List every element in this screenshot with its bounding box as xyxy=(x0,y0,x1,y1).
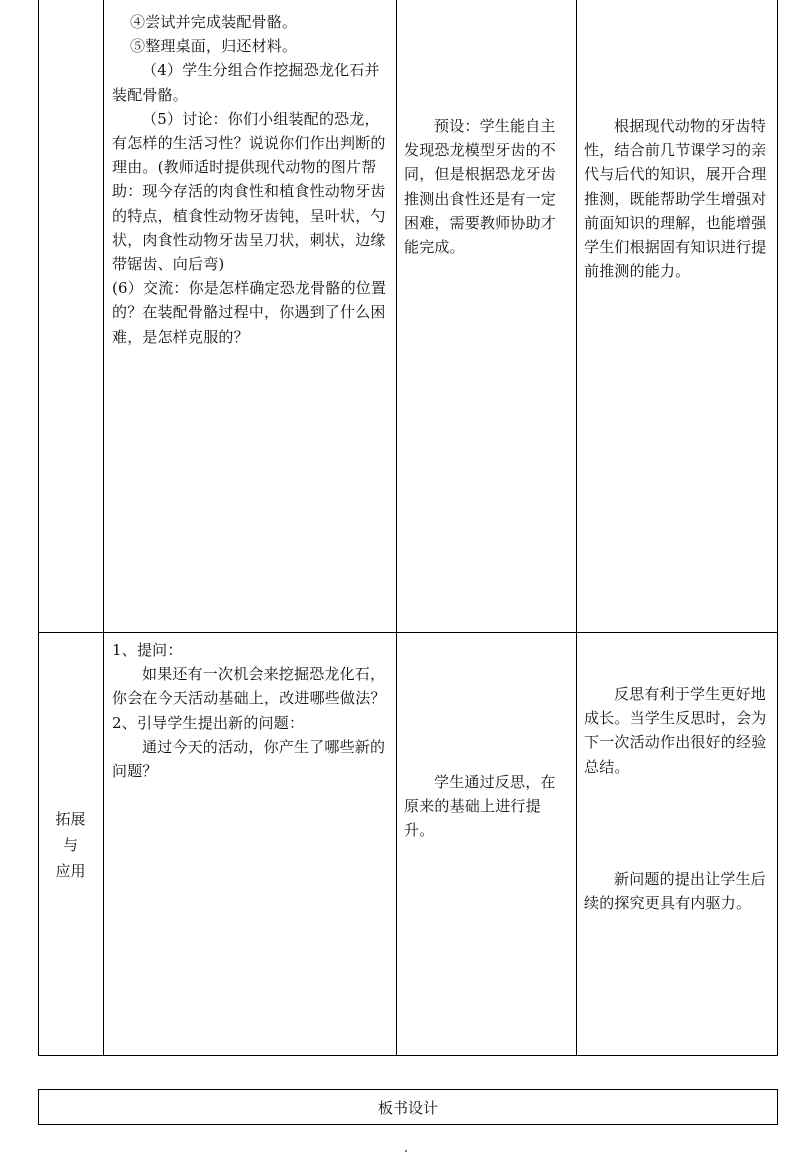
row2-guide-heading: 2、引导学生提出新的问题： xyxy=(112,713,305,732)
row1-intent-cell xyxy=(584,114,770,283)
row2-expectation-cell xyxy=(404,770,570,843)
row2-expectation-text: 学生通过反思，在原来的基础上进行提升。 xyxy=(404,773,556,840)
row2-procedure-cell xyxy=(112,638,392,783)
row2-label-line-2: 与 xyxy=(62,836,78,854)
row2-question-heading: 1、提问： xyxy=(112,641,183,659)
row2-intent-text-2: 新问题的提出让学生后续的探究更具有内驱力。 xyxy=(584,869,767,913)
row2-label-line-1: 拓展 xyxy=(55,810,86,828)
row1-expectation-cell xyxy=(404,114,570,259)
procedure-item-6: (6）交流：你是怎样确定恐龙骨骼的位置的？在装配骨骼过程中，你遇到了什么困难，是怎样克服的？ xyxy=(112,279,387,346)
row2-intent-cell xyxy=(584,682,770,915)
procedure-step-4: ④尝试并完成装配骨骼。 xyxy=(130,13,298,31)
column-divider-2 xyxy=(396,0,397,1055)
column-divider-3 xyxy=(576,0,577,1055)
row1-expectation-text: 预设：学生能自主发现恐龙模型牙齿的不同，但是根据恐龙牙齿推测出食性还是有一定困难，需要教师协助才能完成。 xyxy=(404,117,557,257)
column-divider-1 xyxy=(103,0,104,1055)
row-divider xyxy=(38,632,778,633)
row2-guide-text: 通过今天的活动，你产生了哪些新的问题？ xyxy=(112,737,386,781)
board-design-title: 板书设计 xyxy=(377,1099,438,1117)
row2-label-line-3: 应用 xyxy=(55,862,86,880)
procedure-step-5: ⑤整理桌面，归还材料。 xyxy=(130,37,298,56)
row2-question-text: 如果还有一次机会来挖掘恐龙化石，你会在今天活动基础上，改进哪些做法？ xyxy=(112,665,386,708)
procedure-item-5: （5）讨论：你们小组装配的恐龙，有怎样的生活习性？说说你们作出判断的理由。(教师适时提供现代动物的图片帮助：现今存活的肉食性和植食性动物牙齿的特点，植食性动物牙齿钝，呈叶状，勺状，肉食性动物牙齿呈刀状，刺状，边缘带锯齿、向后弯) xyxy=(112,109,386,274)
row2-intent-text-1: 反思有利于学生更好地成长。当学生反思时，会为下一次活动作出很好的经验总结。 xyxy=(584,685,767,776)
row1-intent-text: 根据现代动物的牙齿特性，结合前几节课学习的亲代与后代的知识，展开合理推测，既能帮助学生增强对前面知识的理解，也能增强学生们根据固有知识进行提前推测的能力。 xyxy=(584,117,767,281)
row2-label xyxy=(38,806,103,884)
page-dot xyxy=(405,1150,407,1152)
row1-procedure-cell xyxy=(112,10,392,349)
procedure-item-4: （4）学生分组合作挖掘恐龙化石并装配骨骼。 xyxy=(112,61,380,104)
